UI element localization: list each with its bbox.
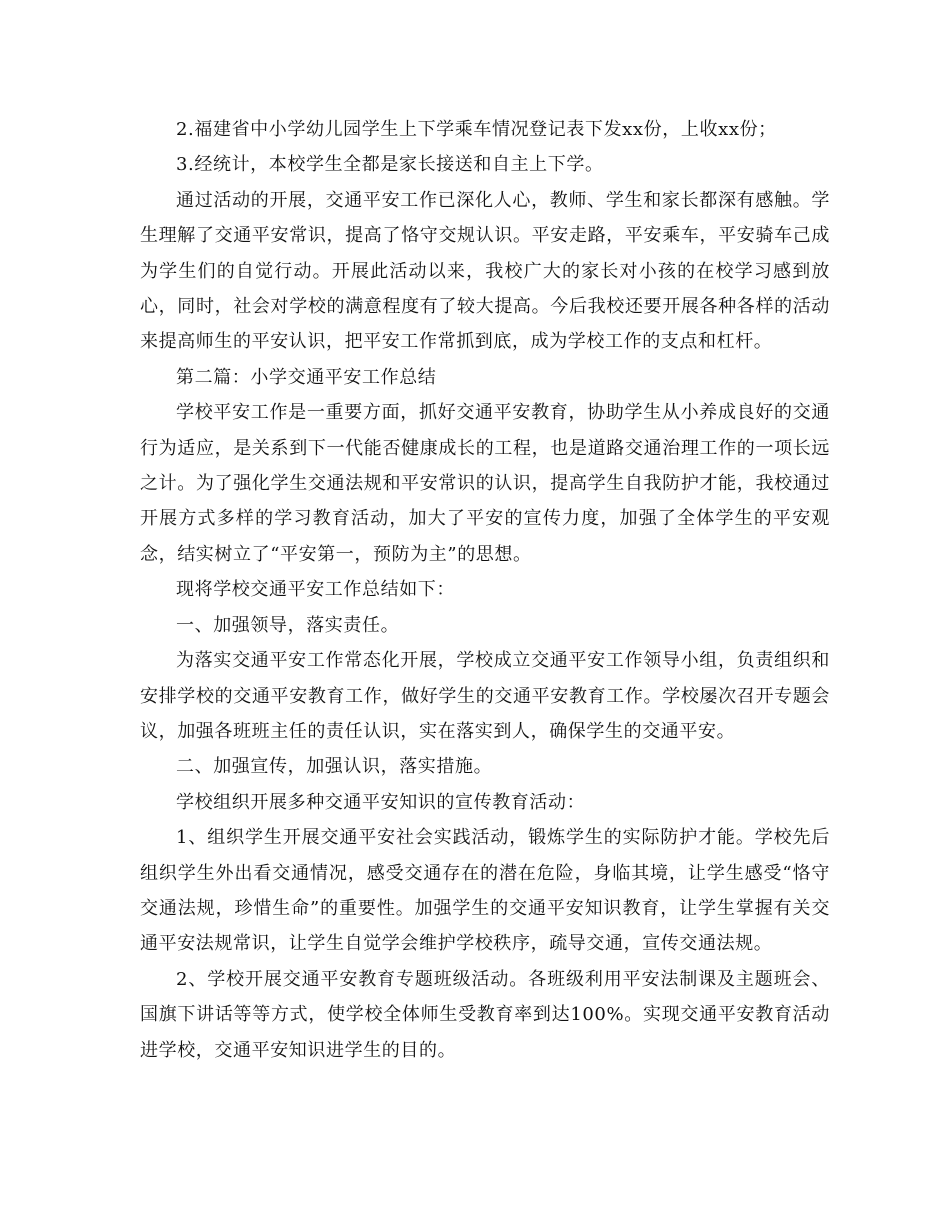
paragraph-leadership-detail: 为落实交通平安工作常态化开展，学校成立交通平安工作领导小组，负责组织和安排学校的交通平安教育工作，做好学生的交通平安教育工作。学校屡次召开专题会议，加强各班班主任的责任认识，实在落实到人，确保学生的交通平安。 xyxy=(140,650,830,742)
paragraph-class-activity: 2、学校开展交通平安教育专题班级活动。各班级利用平安法制课及主题班会、国旗下讲话等等方式，使学校全体师生受教育率到达100%。实现交通平安教育活动进学校，交通平安知识进学生的目的。 xyxy=(140,968,830,1061)
heading-leadership: 一、加强领导，落实责任。 xyxy=(176,614,400,636)
document-body xyxy=(140,112,830,1068)
paragraph-school-safety-intro: 学校平安工作是一重要方面，抓好交通平安教育，协助学生从小养成良好的交通行为适应，是关系到下一代能否健康成长的工程，也是道路交通治理工作的一项长远之计。为了强化学生交通法规和平安常识的认识，提高学生自我防护才能，我校通过开展方式多样的学习教育活动，加大了平安的宣传力度，加强了全体学生的平安观念，结实树立了“平安第一，预防为主”的思想。 xyxy=(140,402,830,565)
paragraph-practice-activity: 1、组织学生开展交通平安社会实践活动，锻炼学生的实际防护才能。学校先后组织学生外出看交通情况，感受交通存在的潜在危险，身临其境，让学生感受“恪守交通法规，珍惜生命”的重要性。加强学生的交通平安知识教育，让学生掌握有关交通平安法规常识，让学生自觉学会维护学校秩序，疏导交通，宣传交通法规。 xyxy=(140,827,830,955)
heading-publicity: 二、加强宣传，加强认识，落实措施。 xyxy=(176,756,493,778)
paragraph-publicity-lead: 学校组织开展多种交通平安知识的宣传教育活动： xyxy=(176,791,586,813)
paragraph-summary-lead: 现将学校交通平安工作总结如下： xyxy=(176,579,455,601)
section-title-part-two: 第二篇：小学交通平安工作总结 xyxy=(176,366,437,388)
paragraph-registration-form: 2.福建省中小学幼儿园学生上下学乘车情况登记表下发xx份，上收xx份； xyxy=(176,119,777,140)
paragraph-activity-effect: 通过活动的开展，交通平安工作已深化人心，教师、学生和家长都深有感触。学生理解了交通平安常识，提高了恪守交规认识。平安走路，平安乘车，平安骑车己成为学生们的自觉行动。开展此活动以来，我校广大的家长对小孩的在校学习感到放心，同时，社会对学校的满意程度有了较大提高。今后我校还要开展各种各样的活动来提高师生的平安认识，把平安工作常抓到底，成为学校工作的支点和杠杆。 xyxy=(140,189,830,353)
paragraph-statistics: 3.经统计，本校学生全都是家长接送和自主上下学。 xyxy=(176,154,604,176)
